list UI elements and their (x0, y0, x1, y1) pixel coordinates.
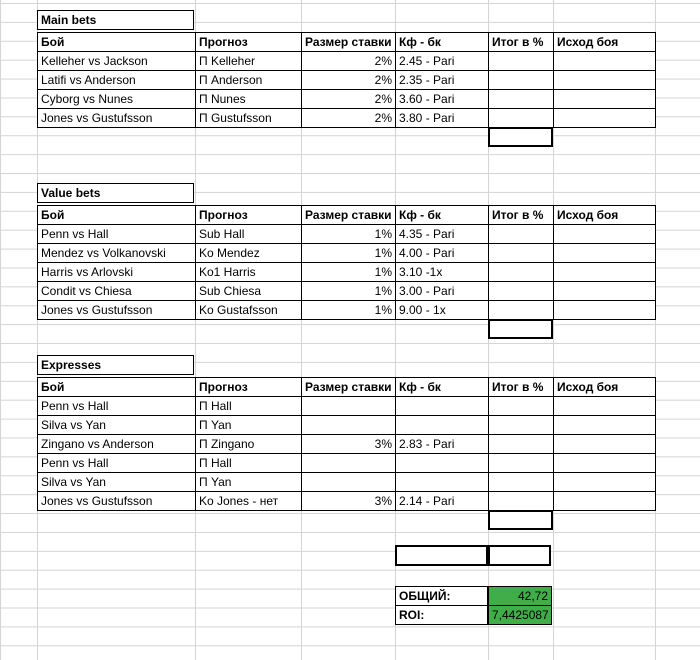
cell-outcome[interactable] (553, 262, 656, 282)
cell-fight[interactable]: Penn vs Hall (37, 396, 196, 416)
cell-fight[interactable]: Silva vs Yan (37, 415, 196, 435)
header-outcome[interactable]: Исход боя (553, 32, 656, 52)
cell-stake[interactable]: 2% (301, 89, 396, 109)
cell-stake[interactable]: 1% (301, 281, 396, 301)
cell-odds[interactable]: 3.10 -1x (395, 262, 489, 282)
cell-odds[interactable] (395, 472, 489, 492)
cell-fight[interactable]: Condit vs Chiesa (37, 281, 196, 301)
cell-prediction[interactable]: Sub Hall (195, 224, 302, 244)
total-label: ОБЩИЙ: (395, 586, 488, 606)
cell-prediction[interactable]: П Yan (195, 472, 302, 492)
cell-result[interactable] (488, 243, 554, 263)
cell-result[interactable] (488, 262, 554, 282)
cell-prediction[interactable]: П Gustufsson (195, 108, 302, 128)
section-total-box[interactable] (488, 319, 553, 339)
cell-outcome[interactable] (553, 108, 656, 128)
cell-fight[interactable]: Penn vs Hall (37, 224, 196, 244)
cell-outcome[interactable] (553, 491, 656, 511)
cell-odds[interactable]: 3.80 - Pari (395, 108, 489, 128)
header-prediction[interactable]: Прогноз (195, 205, 302, 225)
total-value[interactable]: 42,72 (488, 586, 552, 606)
cell-odds[interactable]: 3.00 - Pari (395, 281, 489, 301)
cell-odds[interactable]: 4.35 - Pari (395, 224, 489, 244)
cell-odds[interactable]: 3.60 - Pari (395, 89, 489, 109)
cell-prediction[interactable]: Sub Chiesa (195, 281, 302, 301)
cell-fight[interactable]: Kelleher vs Jackson (37, 51, 196, 71)
cell-result[interactable] (488, 300, 554, 320)
cell-prediction[interactable]: Ko1 Harris (195, 262, 302, 282)
cell-prediction[interactable]: Ko Mendez (195, 243, 302, 263)
cell-odds[interactable]: 4.00 - Pari (395, 243, 489, 263)
header-odds[interactable]: Кф - бк (395, 205, 489, 225)
cell-result[interactable] (488, 108, 554, 128)
cell-prediction[interactable]: П Nunes (195, 89, 302, 109)
cell-stake[interactable]: 2% (301, 70, 396, 90)
cell-odds[interactable]: 2.14 - Pari (395, 491, 489, 511)
cell-result[interactable] (488, 89, 554, 109)
cell-outcome[interactable] (553, 300, 656, 320)
cell-stake[interactable]: 1% (301, 262, 396, 282)
section-total-box[interactable] (488, 127, 553, 147)
header-result[interactable]: Итог в % (488, 377, 554, 397)
cell-prediction[interactable]: Ko Gustafsson (195, 300, 302, 320)
cell-fight[interactable]: Jones vs Gustufsson (37, 491, 196, 511)
cell-stake[interactable] (301, 472, 396, 492)
cell-fight[interactable]: Silva vs Yan (37, 472, 196, 492)
cell-stake[interactable]: 2% (301, 51, 396, 71)
cell-prediction[interactable]: Ko Jones - нет (195, 491, 302, 511)
header-stake[interactable]: Размер ставки (301, 205, 396, 225)
section-total-box[interactable] (488, 510, 553, 530)
cell-prediction[interactable]: П Anderson (195, 70, 302, 90)
section-title[interactable]: Value bets (37, 183, 194, 203)
cell-stake[interactable]: 1% (301, 243, 396, 263)
cell-stake[interactable] (301, 415, 396, 435)
cell-result[interactable] (488, 224, 554, 244)
cell-stake[interactable]: 3% (301, 491, 396, 511)
cell-outcome[interactable] (553, 243, 656, 263)
roi-label: ROI: (395, 605, 488, 625)
cell-result[interactable] (488, 453, 554, 473)
cell-outcome[interactable] (553, 70, 656, 90)
cell-result[interactable] (488, 396, 554, 416)
header-odds[interactable]: Кф - бк (395, 32, 489, 52)
cell-odds[interactable]: 9.00 - 1x (395, 300, 489, 320)
cell-stake[interactable] (301, 396, 396, 416)
cell-fight[interactable]: Harris vs Arlovski (37, 262, 196, 282)
summary-blank-cell[interactable] (488, 545, 551, 566)
cell-fight[interactable]: Jones vs Gustufsson (37, 108, 196, 128)
cell-result[interactable] (488, 415, 554, 435)
cell-odds[interactable] (395, 415, 489, 435)
header-result[interactable]: Итог в % (488, 205, 554, 225)
cell-result[interactable] (488, 472, 554, 492)
cell-outcome[interactable] (553, 453, 656, 473)
cell-odds[interactable]: 2.35 - Pari (395, 70, 489, 90)
cell-outcome[interactable] (553, 281, 656, 301)
cell-outcome[interactable] (553, 89, 656, 109)
cell-fight[interactable]: Penn vs Hall (37, 453, 196, 473)
cell-outcome[interactable] (553, 396, 656, 416)
cell-prediction[interactable]: П Hall (195, 396, 302, 416)
header-fight[interactable]: Бой (37, 32, 196, 52)
cell-result[interactable] (488, 434, 554, 454)
header-prediction[interactable]: Прогноз (195, 377, 302, 397)
cell-outcome[interactable] (553, 415, 656, 435)
cell-prediction[interactable]: П Hall (195, 453, 302, 473)
cell-prediction[interactable]: П Kelleher (195, 51, 302, 71)
cell-fight[interactable]: Cyborg vs Nunes (37, 89, 196, 109)
roi-value[interactable]: 7,4425087 (488, 605, 552, 625)
header-prediction[interactable]: Прогноз (195, 32, 302, 52)
cell-outcome[interactable] (553, 472, 656, 492)
cell-result[interactable] (488, 70, 554, 90)
header-fight[interactable]: Бой (37, 377, 196, 397)
cell-outcome[interactable] (553, 224, 656, 244)
header-odds[interactable]: Кф - бк (395, 377, 489, 397)
header-stake[interactable]: Размер ставки (301, 32, 396, 52)
cell-outcome[interactable] (553, 434, 656, 454)
cell-result[interactable] (488, 51, 554, 71)
cell-prediction[interactable]: П Zingano (195, 434, 302, 454)
cell-fight[interactable]: Latifi vs Anderson (37, 70, 196, 90)
cell-prediction[interactable]: П Yan (195, 415, 302, 435)
cell-stake[interactable]: 2% (301, 108, 396, 128)
summary-blank-cell[interactable] (395, 545, 488, 566)
section-title[interactable]: Expresses (37, 355, 194, 375)
cell-result[interactable] (488, 491, 554, 511)
cell-odds[interactable] (395, 396, 489, 416)
header-outcome[interactable]: Исход боя (553, 377, 656, 397)
cell-stake[interactable]: 1% (301, 300, 396, 320)
cell-fight[interactable]: Zingano vs Anderson (37, 434, 196, 454)
cell-outcome[interactable] (553, 51, 656, 71)
cell-result[interactable] (488, 281, 554, 301)
cell-stake[interactable]: 1% (301, 224, 396, 244)
header-result[interactable]: Итог в % (488, 32, 554, 52)
cell-odds[interactable]: 2.45 - Pari (395, 51, 489, 71)
cell-stake[interactable]: 3% (301, 434, 396, 454)
cell-fight[interactable]: Jones vs Gustufsson (37, 300, 196, 320)
cell-odds[interactable] (395, 453, 489, 473)
cell-fight[interactable]: Mendez vs Volkanovski (37, 243, 196, 263)
cell-odds[interactable]: 2.83 - Pari (395, 434, 489, 454)
header-fight[interactable]: Бой (37, 205, 196, 225)
cell-stake[interactable] (301, 453, 396, 473)
section-title[interactable]: Main bets (37, 10, 194, 30)
header-stake[interactable]: Размер ставки (301, 377, 396, 397)
header-outcome[interactable]: Исход боя (553, 205, 656, 225)
